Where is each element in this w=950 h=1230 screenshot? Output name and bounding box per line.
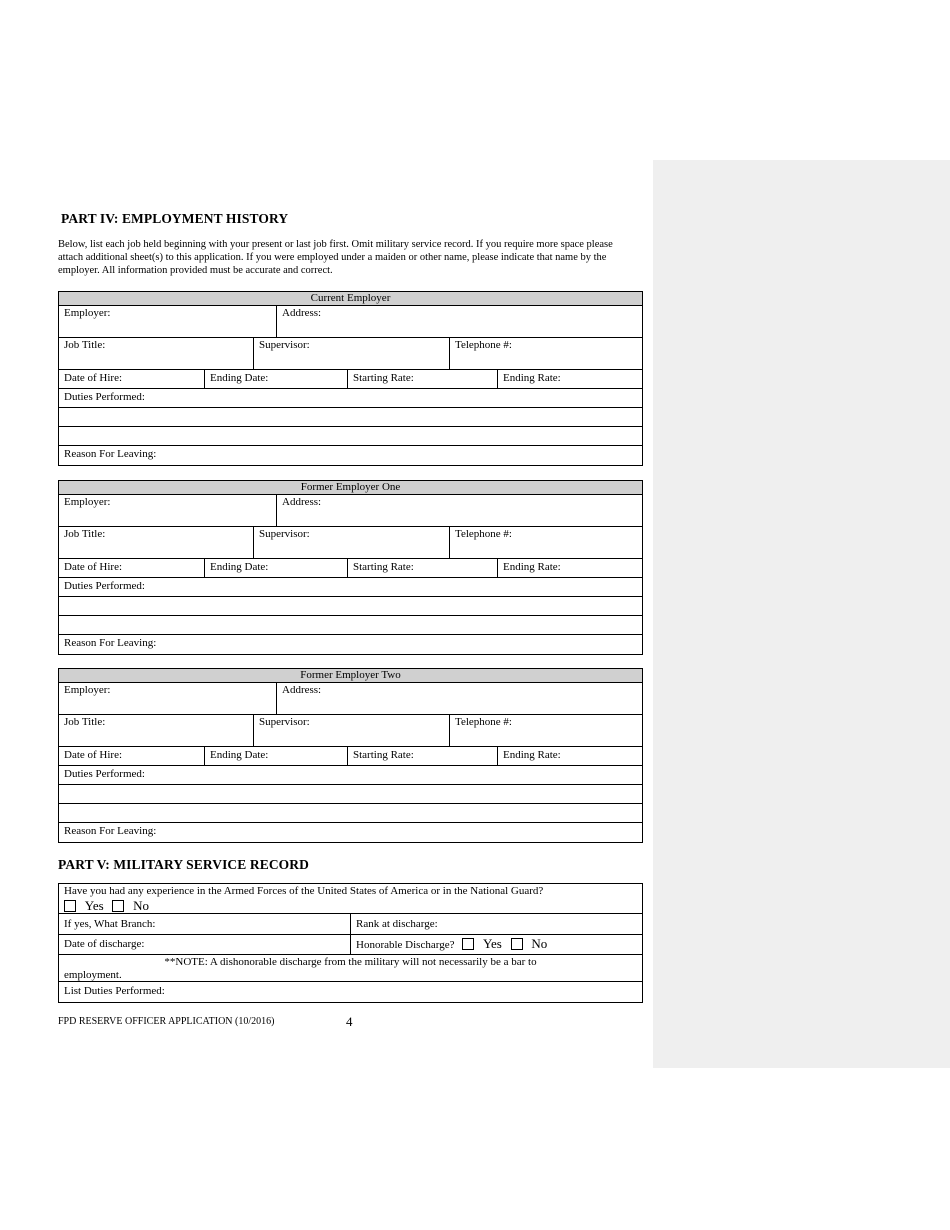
employer-table-current — [58, 291, 643, 466]
military-yes-checkbox[interactable] — [64, 900, 76, 912]
employer-table-title: Current Employer — [59, 292, 642, 306]
employer-table-former-one — [58, 480, 643, 655]
duties-line[interactable] — [59, 785, 642, 803]
employer-table-former-two — [58, 668, 643, 843]
ending-rate-field[interactable]: Ending Rate: — [503, 561, 561, 573]
job-title-field[interactable]: Job Title: — [59, 527, 254, 558]
starting-rate-field[interactable]: Starting Rate: — [348, 370, 498, 388]
military-yes-label: Yes — [84, 898, 104, 913]
date-of-hire-field[interactable]: Date of Hire: — [59, 559, 205, 577]
part4-intro: Below, list each job held beginning with your present or last job first. Omit military service record. If you require more space please attach additional sheet(s) to this application. If you were employed under a maiden or other name, please indicate that name by the employer. All information provided must be accurate and correct. — [58, 239, 613, 276]
ending-rate-field[interactable]: Ending Rate: — [503, 372, 561, 384]
employer-field[interactable]: Employer: — [59, 495, 277, 526]
starting-rate-field[interactable]: Starting Rate: — [348, 747, 498, 765]
list-duties-field[interactable]: List Duties Performed: — [64, 985, 165, 997]
duties-line[interactable] — [59, 597, 642, 615]
reason-for-leaving-field[interactable]: Reason For Leaving: — [64, 825, 157, 837]
telephone-field[interactable]: Telephone #: — [455, 339, 512, 351]
branch-field[interactable]: If yes, What Branch: — [59, 914, 351, 934]
part4-heading: PART IV: EMPLOYMENT HISTORY — [61, 211, 289, 226]
duties-line[interactable] — [59, 427, 642, 445]
supervisor-field[interactable]: Supervisor: — [254, 527, 450, 558]
military-no-checkbox[interactable] — [112, 900, 124, 912]
reason-for-leaving-field[interactable]: Reason For Leaving: — [64, 448, 157, 460]
ending-date-field[interactable]: Ending Date: — [205, 370, 348, 388]
date-of-hire-field[interactable]: Date of Hire: — [59, 370, 205, 388]
address-field[interactable]: Address: — [282, 684, 322, 696]
duties-line[interactable] — [59, 616, 642, 634]
job-title-field[interactable]: Job Title: — [59, 338, 254, 369]
honorable-yes-label: Yes — [482, 936, 502, 951]
starting-rate-field[interactable]: Starting Rate: — [348, 559, 498, 577]
honorable-yes-checkbox[interactable] — [462, 938, 474, 950]
duties-line[interactable] — [59, 408, 642, 426]
telephone-field[interactable]: Telephone #: — [455, 528, 512, 540]
reason-for-leaving-field[interactable]: Reason For Leaving: — [64, 637, 157, 649]
discharge-note-continued: employment. — [64, 969, 122, 981]
honorable-no-checkbox[interactable] — [511, 938, 523, 950]
military-no-label: No — [133, 898, 150, 913]
ending-date-field[interactable]: Ending Date: — [205, 747, 348, 765]
comment-margin-panel — [653, 160, 950, 1068]
discharge-note: **NOTE: A dishonorable discharge from the military will not necessarily be a bar to — [164, 956, 537, 968]
employer-table-title: Former Employer One — [59, 481, 642, 495]
duties-field[interactable]: Duties Performed: — [64, 580, 145, 592]
page-number: 4 — [346, 1014, 353, 1029]
ending-rate-field[interactable]: Ending Rate: — [503, 749, 561, 761]
duties-field[interactable]: Duties Performed: — [64, 391, 145, 403]
supervisor-field[interactable]: Supervisor: — [254, 338, 450, 369]
part5-heading: PART V: MILITARY SERVICE RECORD — [58, 857, 309, 872]
job-title-field[interactable]: Job Title: — [59, 715, 254, 746]
employer-field[interactable]: Employer: — [59, 683, 277, 714]
discharge-date-field[interactable]: Date of discharge: — [59, 935, 351, 954]
rank-field[interactable]: Rank at discharge: — [356, 918, 438, 930]
military-question: Have you had any experience in the Armed Forces of the United States of America or in the National Guard? — [64, 885, 544, 897]
date-of-hire-field[interactable]: Date of Hire: — [59, 747, 205, 765]
honorable-discharge-label: Honorable Discharge? — [356, 939, 455, 951]
duties-line[interactable] — [59, 804, 642, 822]
employer-field[interactable]: Employer: — [59, 306, 277, 337]
duties-field[interactable]: Duties Performed: — [64, 768, 145, 780]
address-field[interactable]: Address: — [282, 496, 322, 508]
employer-table-title: Former Employer Two — [59, 669, 642, 683]
honorable-discharge-cell — [351, 935, 642, 954]
telephone-field[interactable]: Telephone #: — [455, 716, 512, 728]
address-field[interactable]: Address: — [282, 307, 322, 319]
ending-date-field[interactable]: Ending Date: — [205, 559, 348, 577]
supervisor-field[interactable]: Supervisor: — [254, 715, 450, 746]
honorable-no-label: No — [531, 936, 548, 951]
form-footer-name: FPD RESERVE OFFICER APPLICATION (10/2016) — [58, 1016, 275, 1027]
military-service-table — [58, 883, 643, 1003]
